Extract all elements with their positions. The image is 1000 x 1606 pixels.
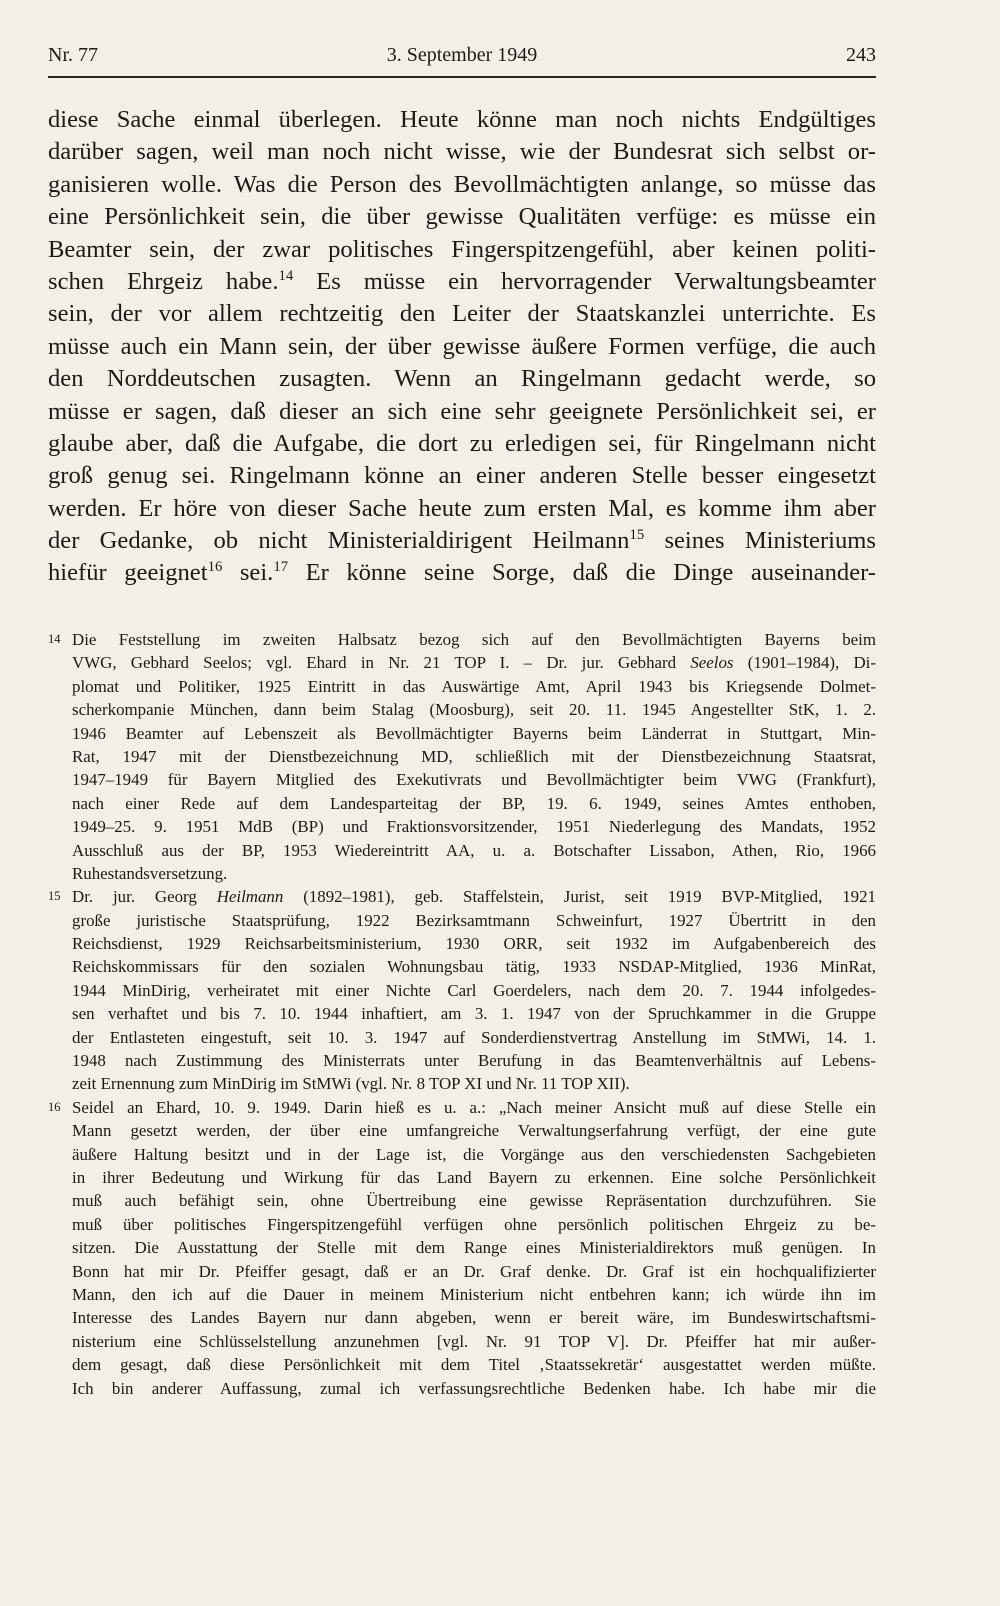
footnote-line: 1948 nach Zustimmung des Ministerrats unter Berufung in das Beamtenverhältnis auf Lebens- bbox=[72, 1051, 876, 1071]
footnote-line: muß auch befähigt sein, ohne Übertreibung eine gewisse Repräsentation durchzuführen. Sie bbox=[72, 1191, 876, 1211]
text-line: darüber sagen, weil man noch nicht wisse, wie der Bundesrat sich selbst or- bbox=[48, 138, 876, 166]
text-line: müsse er sagen, daß dieser an sich eine sehr geeignete Persönlichkeit sei, er bbox=[48, 397, 876, 425]
footnote-15 bbox=[48, 885, 876, 1096]
footnote-line: 1947–1949 für Bayern Mitglied des Exekutivrats und Bevollmächtigter beim VWG (Frankfurt), bbox=[72, 770, 876, 790]
footnote-line: sen verhaftet und bis 7. 10. 1944 inhaftiert, am 3. 1. 1947 von der Spruchkammer in die Gruppe bbox=[72, 1004, 876, 1024]
footnote-line: zeit Ernennung zum MinDirig im StMWi (vgl. Nr. 8 TOP XI und Nr. 11 TOP XII). bbox=[72, 1074, 630, 1094]
footnote-line: Interesse des Landes Bayern nur dann abgeben, wenn er bereit wäre, im Bundeswirtschaftsmi- bbox=[72, 1308, 876, 1328]
footnote-line: Ruhestandsversetzung. bbox=[72, 863, 228, 883]
footnote-line bbox=[72, 885, 876, 908]
footnote-ref-15[interactable]: 15 bbox=[629, 526, 645, 543]
running-header bbox=[48, 44, 876, 74]
footnote-line: äußere Haltung besitzt und in der Lage ist, die Vorgänge aus den verschiedensten Sachgebieten bbox=[72, 1144, 876, 1164]
text-fragment: (1892–1981), geb. Staffelstein, Jurist, seit 1919 BVP-Mitglied, 1921 bbox=[283, 887, 876, 907]
footnote-line: 1946 Beamter auf Lebenszeit als Bevollmächtigter Bayerns beim Länderrat in Stuttgart, Min- bbox=[72, 723, 876, 743]
footnotes bbox=[48, 628, 876, 1400]
text-line: glaube aber, daß die Aufgabe, die dort zu erledigen sei, für Ringelmann nicht bbox=[48, 429, 876, 457]
footnote-line: der Entlasteten eingestuft, seit 10. 3. 1947 auf Sonderdienstvertrag Anstellung im StMWi, 14. 1. bbox=[72, 1027, 876, 1047]
text-line: den Norddeutschen zusagten. Wenn an Ringelmann gedacht werde, so bbox=[48, 365, 876, 393]
footnote-line: sitzen. Die Ausstattung der Stelle mit dem Range eines Ministerialdirektors muß genügen. In bbox=[72, 1238, 876, 1258]
footnote-line: Mann gesetzt werden, der über eine umfangreiche Verwaltungserfahrung verfügt, der eine gute bbox=[72, 1121, 876, 1141]
footnote-line: Ausschluß aus der BP, 1953 Wiedereintritt AA, u. a. Botschafter Lissabon, Athen, Rio, 1966 bbox=[72, 840, 876, 860]
footnote-line: 1949–25. 9. 1951 MdB (BP) und Fraktionsvorsitzender, 1951 Niederlegung des Mandats, 1952 bbox=[72, 817, 876, 837]
text-line: groß genug sei. Ringelmann könne an einer anderen Stelle besser eingesetzt bbox=[48, 462, 876, 490]
footnote-14 bbox=[48, 628, 876, 885]
footnote-number: 16 bbox=[48, 1099, 61, 1114]
text-fragment: (1901–1984), Di- bbox=[733, 653, 876, 673]
footnote-number: 15 bbox=[48, 889, 61, 904]
footnote-line: 1944 MinDirig, verheiratet mit einer Nichte Carl Goerdelers, nach dem 20. 7. 1944 infolgedes- bbox=[72, 980, 876, 1000]
text-line: werden. Er höre von dieser Sache heute zum ersten Mal, es komme ihm aber bbox=[48, 494, 876, 522]
footnote-ref-14[interactable]: 14 bbox=[278, 267, 294, 284]
footnote-line: große juristische Staatsprüfung, 1922 Bezirksamtmann Schweinfurt, 1927 Übertritt in den bbox=[72, 910, 876, 930]
footnote-line: Reichskommissars für den sozialen Wohnungsbau tätig, 1933 NSDAP-Mitglied, 1936 MinRat, bbox=[72, 957, 876, 977]
text-line: müsse auch ein Mann sein, der über gewisse äußere Formen verfüge, die auch bbox=[48, 332, 876, 360]
footnote-line: Die Feststellung im zweiten Halbsatz bezog sich auf den Bevollmächtigten Bayerns beim bbox=[72, 630, 876, 649]
text-fragment: hiefür geeignet bbox=[48, 559, 208, 587]
footnote-16 bbox=[48, 1096, 876, 1400]
footnote-line: Bonn hat mir Dr. Pfeiffer gesagt, daß er an Dr. Graf denke. Dr. Graf ist ein hochqualifizierter bbox=[72, 1261, 876, 1281]
text-line bbox=[48, 525, 876, 557]
footnote-line: Mann, den ich auf die Dauer in meinem Ministerium nicht entbehren kann; ich würde ihn im bbox=[72, 1284, 876, 1304]
text-fragment: sei. bbox=[222, 559, 274, 587]
text-fragment: schen Ehrgeiz habe. bbox=[48, 267, 279, 295]
text-line: eine Persönlichkeit sein, die über gewisse Qualitäten verfüge: es müsse ein bbox=[48, 203, 876, 231]
text-fragment: seines Ministeriums bbox=[644, 527, 876, 555]
text-fragment: Er könne seine Sorge, daß die Dinge auseinander- bbox=[288, 559, 876, 587]
footnote-line: nach einer Rede auf dem Landesparteitag der BP, 19. 6. 1949, seines Amtes enthoben, bbox=[72, 793, 876, 813]
footnote-line: nisterium eine Schlüsselstellung anzunehmen [vgl. Nr. 91 TOP V]. Dr. Pfeiffer hat mir außer- bbox=[72, 1331, 876, 1351]
text-line: diese Sache einmal überlegen. Heute könne man noch nichts Endgültiges bbox=[48, 106, 876, 133]
footnote-line: dem gesagt, daß diese Persönlichkeit mit dem Titel ‚Staatssekretär‘ ausgestattet werden müßte. bbox=[72, 1355, 876, 1375]
text-line bbox=[48, 266, 876, 298]
footnote-line: plomat und Politiker, 1925 Eintritt in das Auswärtige Amt, April 1943 bis Kriegsende Dolmet- bbox=[72, 676, 876, 696]
text-line bbox=[48, 557, 876, 589]
footnote-number: 14 bbox=[48, 632, 61, 646]
text-line: Beamter sein, der zwar politisches Fingerspitzengefühl, aber keinen politi- bbox=[48, 235, 876, 263]
header-rule bbox=[48, 76, 876, 78]
text-fragment: der Gedanke, ob nicht Ministerialdirigent Heilmann bbox=[48, 527, 630, 555]
page-number: 243 bbox=[846, 44, 876, 66]
main-text bbox=[48, 104, 876, 590]
footnote-line: Seidel an Ehard, 10. 9. 1949. Darin hieß es u. a.: „Nach meiner Ansicht muß auf diese Stelle ein bbox=[72, 1097, 876, 1117]
person-name: Heilmann bbox=[216, 887, 284, 907]
footnote-line: muß über politisches Fingerspitzengefühl verfügen ohne persönlich politischen Ehrgeiz zu be- bbox=[72, 1214, 876, 1234]
footnote-line: Rat, 1947 mit der Dienstbezeichnung MD, schließlich mit der Dienstbezeichnung Staatsrat, bbox=[72, 746, 876, 766]
footnote-ref-16[interactable]: 16 bbox=[207, 559, 223, 576]
footnote-ref-17[interactable]: 17 bbox=[273, 559, 289, 576]
footnote-line: Ich bin anderer Auffassung, zumal ich verfassungsrechtliche Bedenken habe. Ich habe mir die bbox=[72, 1378, 876, 1398]
text-fragment: Dr. jur. Georg bbox=[72, 887, 217, 907]
text-fragment: Es müsse ein hervorragender Verwaltungsbeamter bbox=[293, 267, 876, 295]
document-number: Nr. 77 bbox=[48, 44, 98, 66]
footnote-line: Reichsdienst, 1929 Reichsarbeitsministerium, 1930 ORR, seit 1932 im Aufgabenbereich des bbox=[72, 934, 876, 954]
person-name: Seelos bbox=[690, 653, 734, 673]
text-fragment: VWG, Gebhard Seelos; vgl. Ehard in Nr. 21 TOP I. – Dr. jur. Gebhard bbox=[72, 653, 691, 673]
text-line: sein, der vor allem rechtzeitig den Leiter der Staatskanzlei unterrichte. Es bbox=[48, 300, 876, 328]
footnote-line bbox=[72, 651, 876, 674]
footnote-line: in ihrer Bedeutung und Wirkung für das Land Bayern zu erkennen. Eine solche Persönlichkeit bbox=[72, 1167, 876, 1187]
header-date: 3. September 1949 bbox=[386, 44, 538, 66]
text-line: ganisieren wolle. Was die Person des Bevollmächtigten anlange, so müsse das bbox=[48, 170, 876, 198]
footnote-line: scherkompanie München, dann beim Stalag (Moosburg), seit 20. 11. 1945 Angestellter StK, 1. 2. bbox=[72, 700, 876, 720]
